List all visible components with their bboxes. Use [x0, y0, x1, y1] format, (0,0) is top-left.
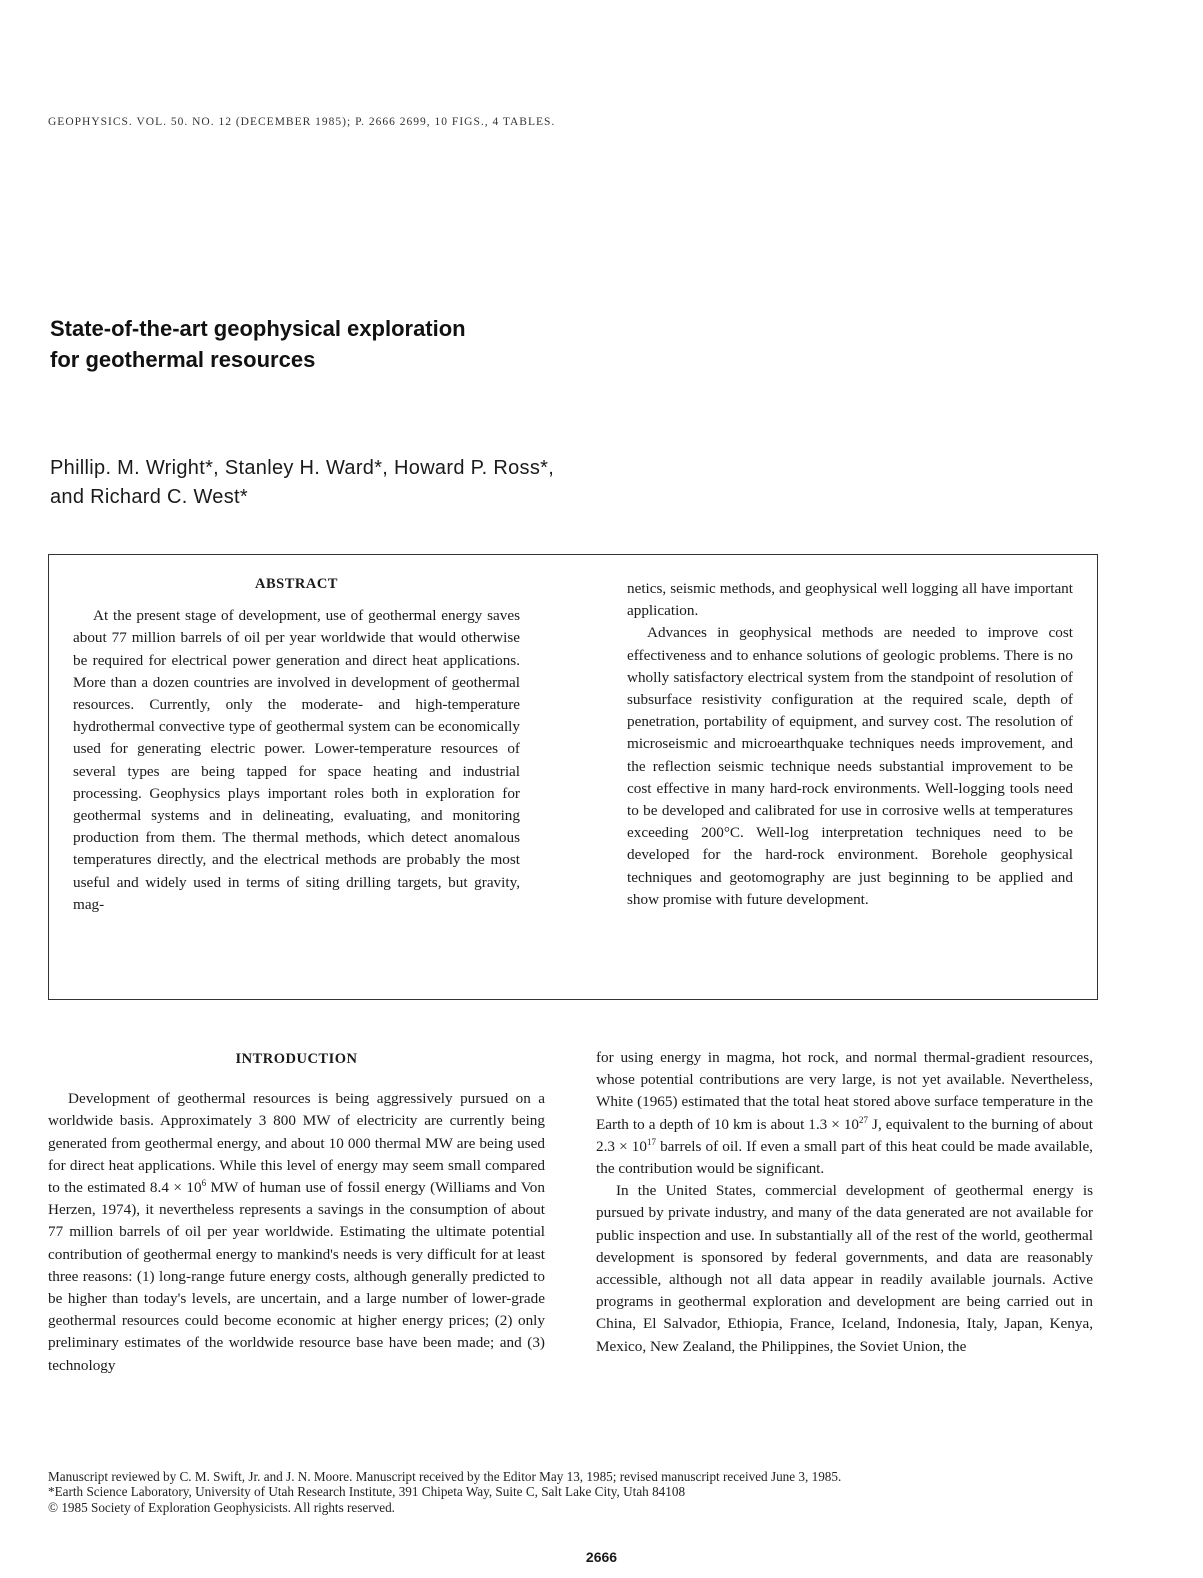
abstract-paragraph-1: At the present stage of development, use of geothermal energy saves about 77 million barrels of oil per year worldwide that would otherwise be required for electrical power generation and direct heat applications. More than a dozen countries are involved in development of geothermal resources. Currently, only the moderate- and high-temperature hydrothermal convective type of geothermal system can be economically used for generating electric power. Lower-temperature resources of several types are being tapped for space heating and industrial processing. Geophysics plays important roles both in exploration for geothermal systems and in delineating, evaluating, and monitoring production from them. The thermal methods, which detect anomalous temperatures directly, and the electrical methods are probably the most useful and widely used in terms of siting drilling targets, but gravity, mag-	[73, 607, 520, 913]
authors-line-2: and Richard C. West*	[50, 486, 248, 508]
introduction-paragraph-2: In the United States, commercial development of geothermal energy is pursued by private industry, and many of the data generated are not available for public inspection and use. In substantially all of the rest of the world, geothermal development is sponsored by federal governments, and data are reasonably accessible, although not all data appear in readily available journals. Active programs in geothermal exploration and development are being carried out in China, El Salvador, Ethiopia, France, Iceland, Indonesia, Italy, Japan, Kenya, Mexico, New Zealand, the Philippines, the Soviet Union, the	[596, 1182, 1093, 1355]
footnote-affiliation: *Earth Science Laboratory, University of Utah Research Institute, 391 Chipeta Way, Suite C, Salt Lake City, Utah 84108	[48, 1484, 686, 1500]
introduction-paragraph-1-continued: for using energy in magma, hot rock, and normal thermal-gradient resources, whose potential contributions are very large, is not yet available. Nevertheless, White (1965) estimated that the total heat stored above surface temperature in the Earth to a depth of 10 km is about $1.3 \times 10^{27}$ J, equivalent to the burning of about $2.3 \times 10^{17}$ barrels of oil. If even a small part of this heat could be made available, the contribution would be significant.	[596, 1049, 1093, 1178]
introduction-paragraph-1: Development of geothermal resources is being aggressively pursued on a worldwide basis. Approximately 3 800 MW of electricity are currently being generated from geothermal energy, and about 10 000 thermal MW are being used for direct heat applications. While this level of energy may seem small compared to the estimated $8.4 \times 10^6$ MW of human use of fossil energy (Williams and Von Herzen, 1974), it nevertheless represents a savings in the consumption of about 77 million barrels of oil per year worldwide. Estimating the ultimate potential contribution of geothermal energy to mankind's needs is very difficult for at least three reasons: (1) long-range future energy costs, although generally predicted to be higher than today's levels, are uncertain, and a large number of lower-grade geothermal resources could become economic at higher energy prices; (2) only preliminary estimates of the worldwide resource base have been made; and (3) technology	[48, 1090, 545, 1374]
introduction-heading: INTRODUCTION	[235, 1051, 358, 1067]
introduction-left-column	[48, 1048, 545, 1377]
abstract-heading: ABSTRACT	[255, 576, 338, 592]
author-list	[50, 454, 850, 512]
introduction-right-column	[596, 1047, 1093, 1358]
page-number: 2666	[585, 1549, 618, 1565]
authors-line-1: Phillip. M. Wright*, Stanley H. Ward*, Howard P. Ross*,	[50, 457, 555, 479]
title-line-1: State-of-the-art geophysical exploration	[50, 316, 466, 341]
footnotes	[48, 1469, 1098, 1515]
footnote-manuscript: Manuscript reviewed by C. M. Swift, Jr. and J. N. Moore. Manuscript received by the Editor May 13, 1985; revised manuscript received June 3, 1985.	[48, 1469, 842, 1484]
abstract-left-column	[73, 573, 520, 916]
journal-citation: GEOPHYSICS. VOL. 50. NO. 12 (DECEMBER 1985); P. 2666 2699, 10 FIGS., 4 TABLES.	[48, 116, 556, 128]
footnote-copyright: © 1985 Society of Exploration Geophysicists. All rights reserved.	[48, 1499, 395, 1515]
abstract-paragraph-1-continued: netics, seismic methods, and geophysical well logging all have important application.	[627, 580, 1073, 620]
abstract-paragraph-2: Advances in geophysical methods are needed to improve cost effectiveness and to enhance solutions of geologic problems. There is no wholly satisfactory electrical system from the standpoint of resolution of subsurface resistivity configuration at the required scale, depth of penetration, portability of equipment, and survey cost. The resolution of microseismic and microearthquake techniques needs improvement, and the reflection seismic technique needs substantial improvement to be cost effective in many hard-rock environments. Well-logging tools need to be developed and calibrated for use in corrosive wells at temperatures exceeding 200°C. Well-log interpretation techniques need to be developed for the hard-rock environment. Borehole geophysical techniques and geotomography are just beginning to be applied and show promise with future development.	[627, 624, 1073, 908]
title-line-2: for geothermal resources	[50, 347, 316, 372]
article-title	[50, 313, 750, 375]
abstract-right-column	[627, 578, 1073, 911]
